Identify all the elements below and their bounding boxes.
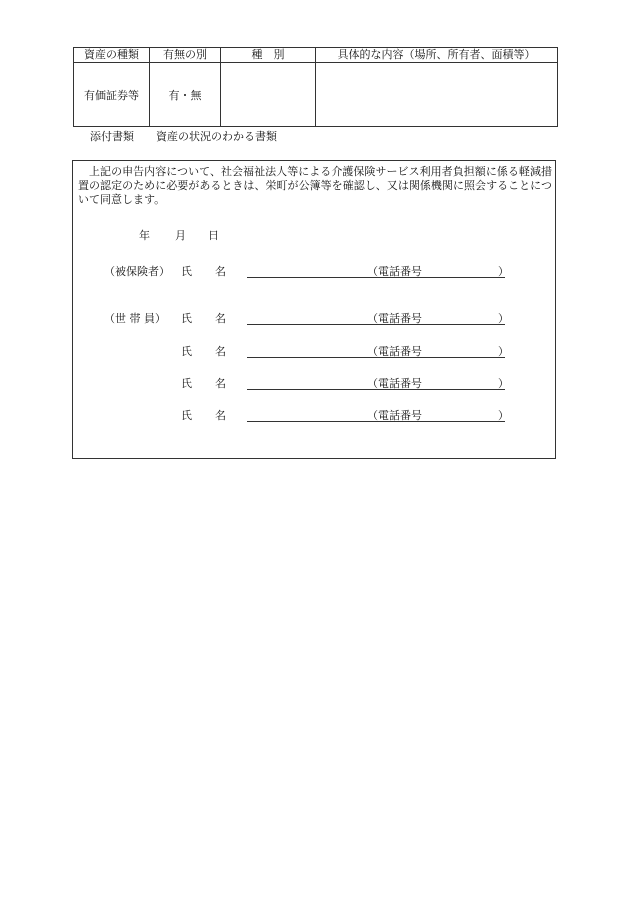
signature-row-insured — [73, 263, 555, 279]
date-year[interactable]: 年 — [139, 229, 150, 242]
cell-category[interactable] — [221, 63, 316, 127]
consent-statement: 上記の申告内容について、社会福祉法人等による介護保険サービス利用者負担額に係る軽減措置の認定のために必要があるときは、栄町が公簿等を確認し、又は関係機関に照会することについて同意します。 — [78, 165, 552, 206]
signature-row-household-4 — [73, 407, 555, 423]
phone-label: （電話番号 — [367, 312, 422, 325]
name-label-shi: 氏 — [181, 265, 192, 278]
signature-row-household — [73, 310, 555, 326]
name-label-mei: 名 — [215, 345, 226, 358]
name-label-shi: 氏 — [181, 409, 192, 422]
header-category: 種 別 — [221, 48, 316, 63]
header-presence: 有無の別 — [150, 48, 221, 63]
table-row — [74, 63, 558, 127]
phone-close: ） — [498, 265, 509, 278]
attachment-line — [90, 128, 277, 144]
phone-label: （電話番号 — [367, 377, 422, 390]
name-label-mei: 名 — [215, 377, 226, 390]
header-details: 具体的な内容（場所、所有者、面積等） — [316, 48, 558, 63]
cell-details[interactable] — [316, 63, 558, 127]
attachment-label: 添付書類 — [90, 130, 134, 143]
asset-table-header-row — [74, 48, 558, 63]
phone-close: ） — [498, 345, 509, 358]
date-month[interactable]: 月 — [175, 229, 186, 242]
attachment-document: 資産の状況のわかる書類 — [156, 130, 277, 143]
cell-asset-type: 有価証券等 — [74, 63, 150, 127]
consent-box — [72, 160, 556, 459]
signature-row-household-2 — [73, 343, 555, 359]
phone-label: （電話番号 — [367, 265, 422, 278]
phone-label: （電話番号 — [367, 345, 422, 358]
phone-label: （電話番号 — [367, 409, 422, 422]
cell-presence[interactable]: 有・無 — [150, 63, 221, 127]
name-label-shi: 氏 — [181, 345, 192, 358]
asset-table — [73, 47, 558, 127]
name-label-mei: 名 — [215, 409, 226, 422]
signature-row-household-3 — [73, 375, 555, 391]
role-label: （被保険者） — [104, 265, 170, 278]
date-day[interactable]: 日 — [208, 229, 219, 242]
name-label-shi: 氏 — [181, 377, 192, 390]
name-label-shi: 氏 — [181, 312, 192, 325]
header-asset-type: 資産の種類 — [74, 48, 150, 63]
role-label: （世 帯 員） — [104, 312, 166, 325]
phone-close: ） — [498, 377, 509, 390]
name-label-mei: 名 — [215, 312, 226, 325]
phone-close: ） — [498, 312, 509, 325]
phone-close: ） — [498, 409, 509, 422]
name-label-mei: 名 — [215, 265, 226, 278]
